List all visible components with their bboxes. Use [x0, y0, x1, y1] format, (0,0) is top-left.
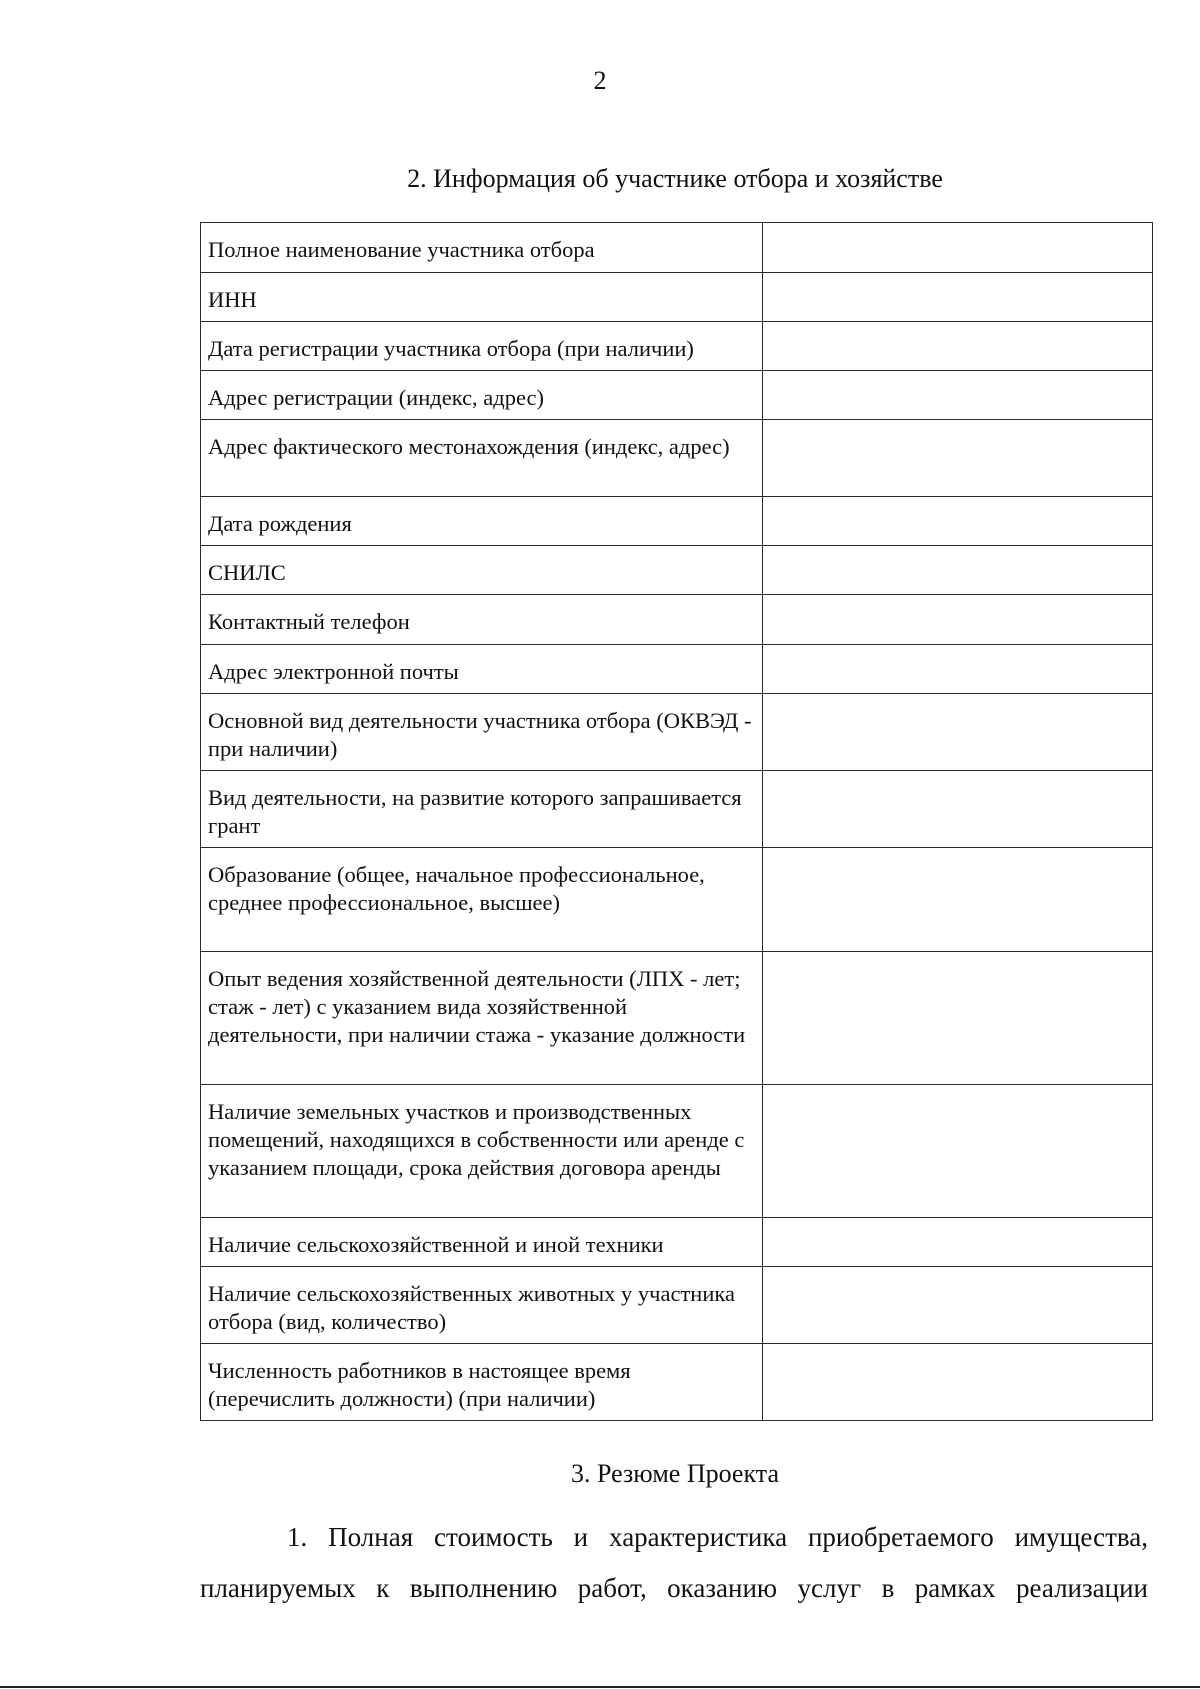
row-value-cell[interactable] [763, 223, 1153, 273]
row-value-cell[interactable] [763, 771, 1153, 848]
project-summary-paragraph-line-1: 1. Полная стоимость и характеристика приобретаемого имущества, [287, 1522, 1148, 1552]
row-label-cell: Вид деятельности, на развитие которого запрашивается грант [201, 771, 763, 848]
row-value-cell[interactable] [763, 1267, 1153, 1344]
table-row [201, 694, 1153, 771]
row-label-cell: Численность работников в настоящее время (перечислить должности) (при наличии) [201, 1344, 763, 1421]
row-label-cell: Адрес регистрации (индекс, адрес) [201, 371, 763, 420]
section-2-title: 2. Информация об участнике отбора и хозяйстве [407, 164, 943, 193]
row-label-cell: Наличие земельных участков и производственных помещений, находящихся в собственности или аренде с указанием площади, срока действия договора аренды [201, 1085, 763, 1218]
row-label-cell: Контактный телефон [201, 595, 763, 645]
table-row [201, 1085, 1153, 1218]
row-value-cell[interactable] [763, 1218, 1153, 1267]
row-label-cell: Полное наименование участника отбора [201, 223, 763, 273]
row-label-cell: СНИЛС [201, 546, 763, 595]
row-label-cell: ИНН [201, 273, 763, 322]
table-row [201, 371, 1153, 420]
row-value-cell[interactable] [763, 1085, 1153, 1218]
row-value-cell[interactable] [763, 497, 1153, 546]
row-value-cell[interactable] [763, 694, 1153, 771]
row-value-cell[interactable] [763, 371, 1153, 420]
row-label-cell: Дата регистрации участника отбора (при наличии) [201, 322, 763, 371]
row-label-cell: Адрес электронной почты [201, 645, 763, 694]
row-value-cell[interactable] [763, 322, 1153, 371]
section-3-title: 3. Резюме Проекта [571, 1459, 779, 1488]
row-value-cell[interactable] [763, 546, 1153, 595]
table-row [201, 223, 1153, 273]
row-label-cell: Опыт ведения хозяйственной деятельности (ЛПХ - лет; стаж - лет) с указанием вида хозяйственной деятельности, при наличии стажа - указание должности [201, 952, 763, 1085]
row-value-cell[interactable] [763, 645, 1153, 694]
row-value-cell[interactable] [763, 952, 1153, 1085]
row-label-cell: Дата рождения [201, 497, 763, 546]
row-value-cell[interactable] [763, 273, 1153, 322]
table-row [201, 546, 1153, 595]
project-summary-paragraph-line-2: планируемых к выполнению работ, оказанию услуг в рамках реализации [200, 1573, 1148, 1603]
table-row [201, 322, 1153, 371]
participant-info-table [200, 222, 1153, 1421]
row-label-cell: Наличие сельскохозяйственных животных у участника отбора (вид, количество) [201, 1267, 763, 1344]
participant-info-table-body [201, 223, 1153, 1421]
row-value-cell[interactable] [763, 595, 1153, 645]
row-value-cell[interactable] [763, 848, 1153, 952]
row-label-cell: Адрес фактического местонахождения (индекс, адрес) [201, 420, 763, 497]
table-row [201, 848, 1153, 952]
table-row [201, 952, 1153, 1085]
table-row [201, 1344, 1153, 1421]
table-row [201, 645, 1153, 694]
table-row [201, 1267, 1153, 1344]
table-row [201, 497, 1153, 546]
table-row [201, 771, 1153, 848]
table-row [201, 273, 1153, 322]
row-label-cell: Основной вид деятельности участника отбора (ОКВЭД - при наличии) [201, 694, 763, 771]
table-row [201, 595, 1153, 645]
row-value-cell[interactable] [763, 420, 1153, 497]
page-bottom-rule [0, 1686, 1200, 1688]
table-row [201, 420, 1153, 497]
page-number: 2 [593, 66, 607, 95]
row-label-cell: Наличие сельскохозяйственной и иной техники [201, 1218, 763, 1267]
table-row [201, 1218, 1153, 1267]
row-label-cell: Образование (общее, начальное профессиональное, среднее профессиональное, высшее) [201, 848, 763, 952]
row-value-cell[interactable] [763, 1344, 1153, 1421]
